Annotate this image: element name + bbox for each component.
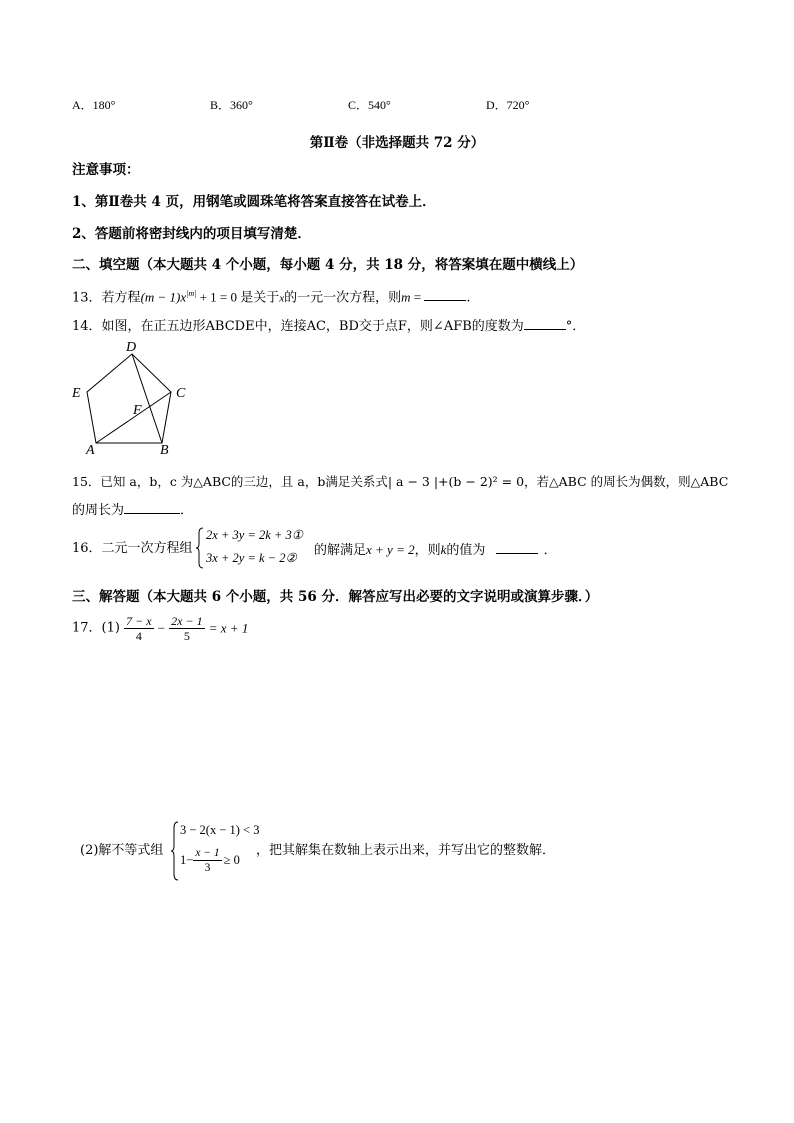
point-label-f: F (133, 403, 142, 418)
section2-title: 第Ⅱ卷（非选择题共 72 分） (309, 135, 485, 151)
inequality-1: 3 − 2(x − 1) < 3 (180, 823, 260, 837)
answer-blank-15[interactable] (124, 501, 180, 514)
fraction-2: $\frac{2x - 1}{5}$ (171, 614, 203, 643)
question-15-line-1: 15．已知 a，b，c 为△ABC的三边，且 a，b满足关系式| a − 3 |+(b − 2)² = 0，若△ABC 的周长为偶数，则△ABC (72, 474, 729, 489)
vertex-label-e: E (72, 386, 81, 401)
brace-16 (195, 527, 205, 569)
vertex-label-d: D (126, 340, 137, 355)
pentagon-figure (66, 340, 196, 460)
question-16-prefix: 16．二元一次方程组 (72, 541, 193, 556)
part3-title: 三、解答题（本大题共 6 个小题，共 56 分．解答应写出必要的文字说明或演算步骤．） (72, 589, 599, 605)
fraction-1: $\frac{7 - x}{4}$ (126, 614, 152, 643)
question-13: 13．若方程$(m - 1)x^{|m|} + 1 = 0$ 是关于x的一元一次方程，则m = . (72, 289, 471, 306)
part2-title: 二、填空题（本大题共 4 个小题，每小题 4 分，共 18 分，将答案填在题中横线上） (72, 257, 584, 273)
vertex-label-c: C (176, 386, 186, 401)
option-d: D．720° (486, 98, 530, 112)
system-eq-2: 3x + 2y = k − 2② (206, 551, 297, 565)
inequality-2: 1− $\frac{x - 1}{3}$ ≥ 0 (180, 847, 240, 874)
vertex-label-a: A (86, 443, 95, 458)
notice-title: 注意事项： (72, 162, 140, 178)
question-17-1: 17．(1) $\frac{7 - x}{4}$ − $\frac{2x - 1}{5}$ = x + 1 (72, 614, 249, 643)
question-17-2-suffix: ，把其解集在数轴上表示出来，并写出它的整数解． (256, 843, 556, 858)
question-15-line-2: 的周长为 ． (72, 503, 194, 518)
answer-blank-16[interactable] (496, 541, 538, 554)
question-16-suffix: 的解满足x + y = 2，则k的值为 ． (314, 542, 557, 558)
answer-blank-14[interactable] (524, 317, 566, 330)
answer-blank-13[interactable] (424, 288, 466, 301)
notice-1: 1、第Ⅱ卷共 4 页，用钢笔或圆珠笔将答案直接答在试卷上． (72, 194, 436, 210)
option-b: B．360° (210, 98, 253, 112)
vertex-label-b: B (160, 443, 169, 458)
notice-2: 2、答题前将密封线内的项目填写清楚． (72, 226, 311, 242)
brace-17 (170, 821, 180, 881)
question-14: 14．如图，在正五边形ABCDE中，连接AC，BD交于点F，则∠AFB的度数为 °． (72, 319, 586, 334)
system-eq-1: 2x + 3y = 2k + 3① (206, 528, 303, 542)
question-17-2-prefix: (2)解不等式组 (80, 843, 164, 858)
option-c: C．540° (348, 98, 391, 112)
option-a: A．180° (72, 98, 116, 112)
